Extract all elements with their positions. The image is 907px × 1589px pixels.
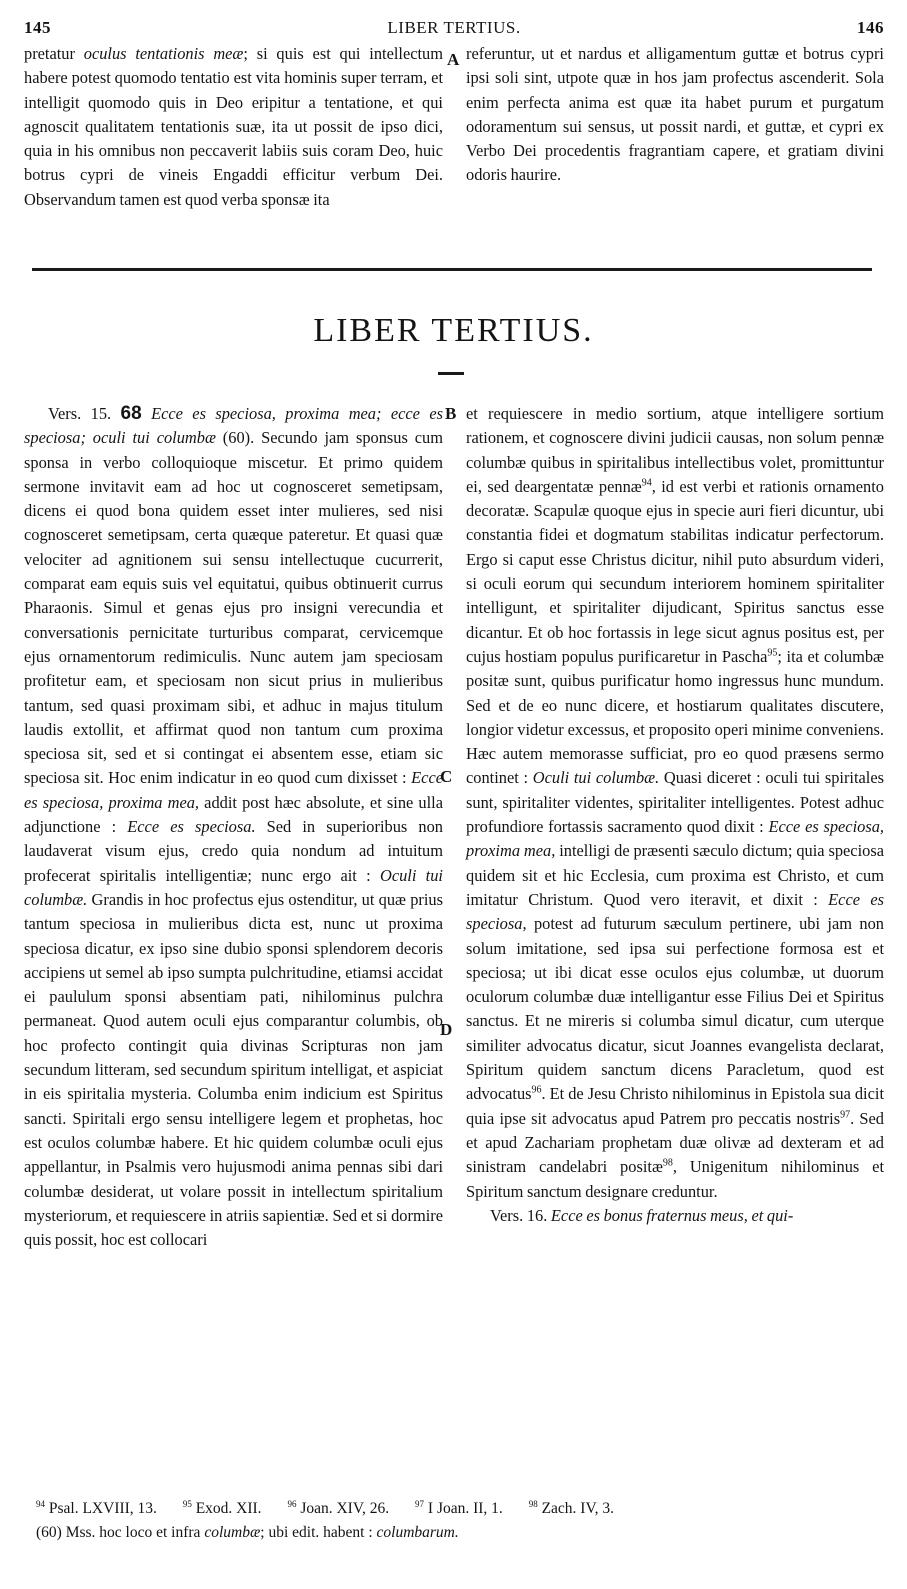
text-run: ; ubi edit. habent : bbox=[260, 1524, 377, 1542]
text-run: , id est verbi et rationis ornamento decoratæ. Scapulæ quoque ejus in specie auri fieri dicuntur, ubi constantia fidei et dogmatum stabilitas indicatur perfectorum. Ergo si caput esse Christus dicitur, nihil puto absurdum videri, si oculi eorum qui secundum interiorem hominem spiritaliter intelligunt, et spiritaliter dijudicant, Spiritus sanctus esse dicantur. Et ob hoc fortassis in lege sicut agnus positus est, per cujus hostiam populus purificaretur in Pascha bbox=[466, 476, 885, 666]
text-run: intelligi de præsenti sæculo dictum; quia speciosa quidem sit et hic Ecclesia, cum proxima est Christo, et cum imitatur Christum. Quod vero iteravit, et dixit : bbox=[466, 841, 884, 909]
footnotes bbox=[36, 1492, 886, 1545]
body-right-column bbox=[466, 402, 884, 1228]
verse-label: Vers. 15. bbox=[48, 404, 121, 423]
footnote-text: Psal. LXVIII, 13. bbox=[45, 1500, 157, 1518]
footnote-ref[interactable]: 95 bbox=[767, 647, 778, 659]
footnote-text: Joan. XIV, 26. bbox=[296, 1500, 390, 1518]
footnote-text: Zach. IV, 3. bbox=[537, 1500, 615, 1518]
margin-letter-c: C bbox=[440, 767, 453, 786]
italic-quote: Oculi tui columbæ. bbox=[532, 768, 660, 788]
text-run: et requiescere in medio sortium, atque intelligere sortium rationem, et cognoscere divini judicii causas, non solum pennæ columbæ quibus in spiritalibus intellectibus volet, promittuntur ei, sed deargentatæ pennæ bbox=[466, 404, 884, 496]
footnote-number: 95 bbox=[182, 1499, 192, 1509]
footnote-text: Exod. XII. bbox=[191, 1500, 262, 1518]
margin-letter-d: D bbox=[440, 1020, 453, 1039]
text-run: pretatur bbox=[24, 44, 84, 63]
text-run: Sed in superioribus non laudaverat visum ejus, credo quia nondum ad intuitum profecerat spiritalis intelligentiæ; nunc ergo ait : bbox=[24, 817, 443, 885]
italic-quote: Ecce es speciosa, bbox=[466, 889, 884, 934]
text-run: Grandis in hoc profectus ejus ostenditur, ut quæ prius tantum speciosa in mulieribus dicta est, nunc ut proxima speciosa dicatur, ex ipso sine dubio sponsi splendorem decoris accipiens ut semel ab ipso sumpta pulchritudine, etiamsi accidat ei paululum sponsi absentiam pati, nihilominus pulchra permaneat. Quod autem oculi ejus comparantur columbis, ob hoc profecto contingit quia divinas Scripturas non jam secundum litteram, sed secundum spiritum intelligat, et aspiciat in eis spiritalia mysteria. Columba enim indicium est Spiritus sancti. Spiritali ergo sensu intelligere legem et prophetas, hoc est oculos columbæ habere. Et hic quidem columbæ oculi ejus appellantur, in Psalmis vero hujusmodi anima pennas sibi dari columbæ desiderat, ut volare possit in intellectum spiritalium mysteriorum, et requiescere in atriis sapientiæ. Sed et si dormire quis possit, hoc est collocari bbox=[24, 889, 443, 1250]
italic-quote: Ecce es bonus fraternus meus, et qui- bbox=[550, 1205, 794, 1225]
page-number-left: 145 bbox=[24, 18, 51, 37]
verse-16-paragraph bbox=[466, 1204, 884, 1228]
footnote-number: 98 bbox=[528, 1499, 538, 1509]
page-number-right: 146 bbox=[857, 18, 884, 37]
footnote-95 bbox=[183, 1500, 262, 1517]
italic-quote: columbarum. bbox=[376, 1524, 459, 1542]
footnote-97 bbox=[415, 1500, 503, 1517]
footnote-98 bbox=[529, 1500, 614, 1517]
italic-quote: columbæ bbox=[204, 1524, 261, 1542]
italic-quote: Ecce es speciosa, proxima mea; ecce es speciosa; oculi tui columbæ bbox=[24, 404, 443, 448]
footnote-ref[interactable]: 96 bbox=[531, 1084, 542, 1096]
footnote-ref[interactable]: 94 bbox=[641, 477, 652, 489]
section-rule bbox=[32, 268, 872, 271]
text-run: Quasi diceret : oculi tui spiritales sunt, spiritaliter videntes, spiritaliter intelligentes. Potest adhuc profundiore fortassis sacramento quod dixit : bbox=[466, 768, 885, 837]
text-run: (60). Secundo jam sponsus cum sponsa in verbo colloquioque miscetur. Et primo quidem sermone invitavit eam ad hoc ut cognosceret semetipsam, dicens ei quod bona quidem esset inter mulieres, sed nisi cognosceret semetipsam, certa quæque pateretur. Et quasi quæ velociter ad agnitionem sui sensu intellectuque cucurrerit, comparat eam equis suis vel equitatui, quibus obtinuerit currus Pharaonis. Simul et genas ejus pro insigni verecundia et conversationis pernicitate turturibus comparat, cervicemque ejus ornamentorum redimiculis. Nunc autem jam speciosam profitetur eam, et speciosam non sicut prius in mulieribus tantum, sed quasi proximam sibi, et adhuc in majus titulum laudis extollit, et affirmat quod non tantum cum proxima speciosa sit, sed et si contingat ei absentem esse, etiam sic speciosa sit. Hoc enim indicatur in eo quod cum dixisset : bbox=[24, 428, 443, 788]
footnote-94 bbox=[36, 1500, 157, 1517]
top-right-column bbox=[466, 42, 884, 188]
italic-quote: Ecce es speciosa, proxima mea, bbox=[24, 768, 443, 812]
verse-15-paragraph bbox=[24, 402, 443, 1252]
running-title: LIBER TERTIUS. bbox=[387, 18, 521, 37]
italic-quote: Ecce es speciosa. bbox=[127, 817, 256, 837]
book-title: LIBER TERTIUS. bbox=[313, 312, 594, 349]
margin-letter-b: B bbox=[445, 404, 457, 423]
text-run: ; si quis est qui intellectum habere potest quomodo tentatio est vita hominis super terram, et intelligit quomodo quis in Deo eripitur a tentatione, et qui agnoscit qualitatem tentationis suæ, ita ut possit de ipso dici, quia in his omnibus non peccaverit labiis suis coram Deo, huic botrus cypri de vineis Engaddi efficitur verbum Dei. Observandum tamen est quod verba sponsæ ita bbox=[24, 44, 443, 209]
top-right-paragraph: referuntur, ut et nardus et alligamentum guttæ et botrus cypri ipsi soli sint, utpote quæ in hos jam profectus ascenderit. Sola enim perfecta anima est quæ ita habet purum et purgatum odoramentum sui sensus, ut possit nardi, et guttæ, et cypri ex Verbo Dei procedentis fragrantiam capere, et gratiam divini odoris haurire. bbox=[466, 44, 884, 185]
text-run: ; ita et columbæ positæ sunt, quibus purificatur homo ingressus hunc mundum. Sed et de eo nunc dicere, et hostiarum qualitates discutere, longior videtur excessus, et proposito operi minime conveniens. Hæc autem memorasse sufficiat, pro eo quod præsens sermo continet : bbox=[466, 646, 884, 788]
section-number: 68 bbox=[120, 403, 142, 424]
footnote-ref[interactable]: 98 bbox=[662, 1157, 673, 1169]
top-left-column bbox=[24, 42, 443, 212]
footnote-ref[interactable]: 97 bbox=[840, 1109, 851, 1121]
margin-letter-a: A bbox=[447, 50, 460, 69]
footnote-text: I Joan. II, 1. bbox=[424, 1500, 503, 1518]
body-right-paragraph bbox=[466, 402, 884, 1204]
italic-quote: Oculi tui columbæ. bbox=[24, 865, 443, 909]
title-dash bbox=[438, 372, 464, 375]
body-left-column bbox=[24, 402, 443, 1252]
text-run: potest ad futurum sæculum pertinere, ubi jam non solum imitatione, sed ipsa sui perfectione formosa est et speciosa; ut ibi dicat esse oculos ejus columbæ, ut duorum oculorum columbæ duæ intelligantur esse Filius Dei et Spiritus sanctus. Et ne mireris si columba simul dicatur, cum uterque similiter advocatus dicatur, sicut Joannes evangelista declarat, Spiritum quidem sanctum dicens Paracletum, quod est advocatus bbox=[466, 914, 884, 1104]
footnote-number: 94 bbox=[36, 1499, 45, 1509]
top-left-paragraph bbox=[24, 42, 443, 212]
verse-label: Vers. 16. bbox=[490, 1205, 551, 1225]
footnote-number: 96 bbox=[287, 1499, 297, 1509]
text-run: . Et de Jesu Christo nihilominus in Epistola sua dicit quia ipse sit advocatus apud Patrem pro peccatis nostris bbox=[466, 1084, 884, 1128]
italic-quote: oculus tentationis meæ bbox=[83, 44, 244, 63]
critical-note bbox=[36, 1521, 886, 1545]
footnote-number: 97 bbox=[415, 1499, 425, 1509]
footnote-line bbox=[36, 1492, 886, 1521]
running-head bbox=[24, 18, 884, 40]
text-run: , Unigenitum nihilominus et Spiritum sanctum designare creduntur. bbox=[466, 1157, 884, 1201]
footnote-96 bbox=[287, 1500, 389, 1517]
italic-quote: Ecce es speciosa, proxima mea, bbox=[466, 817, 885, 861]
text-run: addit post hæc absolute, et sine ulla adjunctione : bbox=[24, 792, 443, 837]
text-run: (60) Mss. hoc loco et infra bbox=[36, 1524, 205, 1542]
text-run: . Sed et apud Zachariam prophetam duæ olivæ ad dexteram et ad sinistram candelabri positæ bbox=[466, 1108, 884, 1177]
